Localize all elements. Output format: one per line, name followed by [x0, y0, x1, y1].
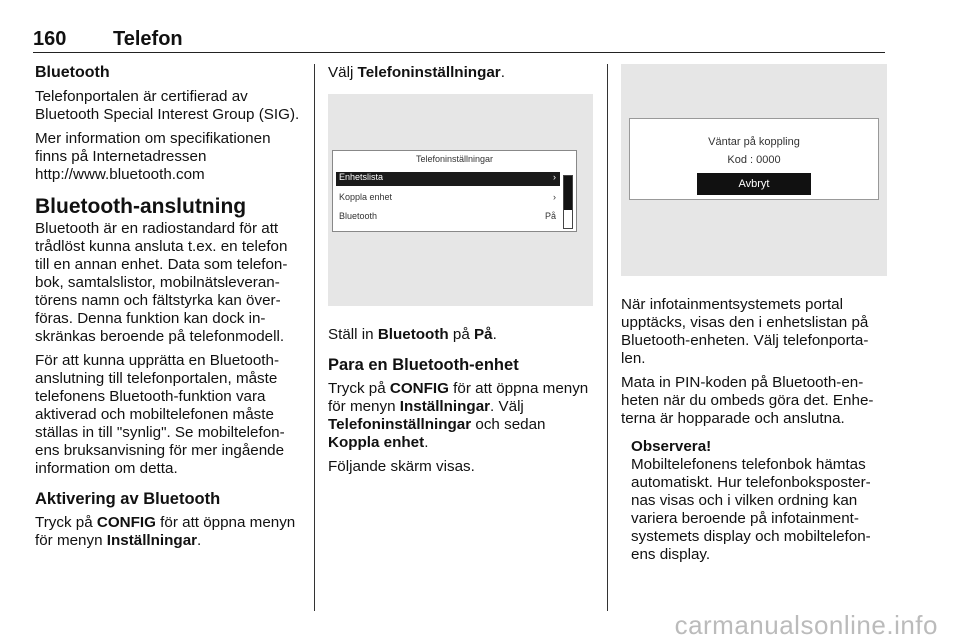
menu-item-bluetooth[interactable]	[336, 211, 560, 225]
pairing-code: Kod : 0000	[727, 154, 781, 166]
paragraph-screen-shown: Följande skärm visas.	[328, 458, 475, 475]
heading-bluetooth-connection: Bluetooth-anslutning	[35, 195, 247, 218]
text: på	[448, 326, 475, 343]
column-divider	[314, 64, 315, 611]
column-middle	[328, 64, 593, 482]
display-title: Telefoninställningar	[415, 154, 494, 164]
more-info-text: Mer information om specifikationen finns på Internetadressen	[35, 130, 271, 165]
menu-item-value: På	[544, 211, 556, 221]
pair-device-label: Koppla enhet	[328, 434, 425, 451]
settings-menu: Inställningar	[106, 532, 198, 549]
paragraph-enter-pin: Mata in PIN-koden på Bluetooth-en-heten när du ombeds göra det. Enhe-terna är hopparade och anslutna.	[621, 374, 874, 427]
page-header	[33, 28, 885, 53]
heading-pair-device: Para en Bluetooth-enhet	[328, 356, 519, 374]
paragraph-radio-standard: Bluetooth är en radiostandard för att trådlöst kunna ansluta t.ex. en telefon till en annan enhet. Data som telefon-bok, samtalslistor, mobilnätsleveran-törens namn och fältstyrka kan över-föras. Denna funktion kan dock in-skränkas beroende på telefonmodell.	[35, 220, 288, 345]
config-key: CONFIG	[96, 514, 156, 531]
config-key: CONFIG	[389, 380, 449, 397]
text: för att öppna menyn för menyn	[35, 514, 296, 549]
on-label: På	[474, 326, 493, 343]
chevron-right-icon: ›	[553, 192, 556, 202]
paragraph-certification: Telefonportalen är certifierad av Bluetooth Special Interest Group (SIG).	[35, 88, 300, 123]
page-number: 160	[33, 28, 67, 50]
note-text: Mobiltelefonens telefonbok hämtas automatiskt. Hur telefonboksposter-nas visas och i vilken ordning kan variera beroende på infotainment-systemets display och mobiltelefon-ens display.	[631, 456, 871, 563]
settings-menu: Inställningar	[399, 398, 491, 415]
column-divider	[607, 64, 608, 611]
text: Välj	[328, 64, 358, 81]
phone-settings-label: Telefoninställningar	[357, 64, 501, 81]
text: . Välj	[490, 398, 524, 415]
menu-item-device-list[interactable]	[336, 172, 560, 186]
scrollbar[interactable]	[563, 175, 573, 229]
text: för att öppna menyn för menyn	[328, 380, 589, 415]
paragraph-visibility: För att kunna upprätta en Bluetooth-anslutning till telefonportalen, måste telefonens Bluetooth-funktion vara aktiverad och mobiltelefonen måste ställas in till "synlig". Se mobiltelefon-ens bruksanvisning för mer ingående information om detta.	[35, 352, 285, 477]
heading-bluetooth: Bluetooth	[35, 64, 110, 81]
paragraph-press-config	[35, 514, 301, 550]
chevron-right-icon: ›	[553, 172, 556, 182]
text: .	[197, 532, 202, 549]
phone-settings-display	[332, 150, 577, 232]
heading-activate-bluetooth: Aktivering av Bluetooth	[35, 490, 221, 508]
menu-item-label: Koppla enhet	[339, 192, 393, 202]
text: Tryck på	[328, 380, 390, 397]
phone-settings-label: Telefoninställningar	[328, 416, 472, 433]
menu-item-pair-device[interactable]	[336, 192, 560, 206]
text: Tryck på	[35, 514, 97, 531]
text: .	[424, 434, 429, 451]
watermark: carmanualsonline.info	[674, 610, 938, 640]
bluetooth-url: http://www.bluetooth.com	[35, 166, 205, 183]
column-right	[621, 64, 887, 564]
note-title: Observera!	[631, 438, 712, 455]
paragraph-more-info	[35, 130, 301, 184]
paragraph-select-phone-settings	[328, 64, 593, 82]
chapter-title: Telefon	[113, 28, 183, 50]
paragraph-portal-detected: När infotainmentsystemets portal upptäcks, visas den i enhetslistan på Bluetooth-enheten. Välj telefonporta-len.	[621, 296, 869, 367]
scrollbar-thumb[interactable]	[564, 176, 572, 210]
menu-item-label: Bluetooth	[339, 211, 378, 221]
pairing-screen-image	[621, 64, 887, 276]
note-box	[621, 438, 887, 564]
cancel-button[interactable]: Avbryt	[697, 173, 811, 195]
menu-item-label: Enhetslista	[339, 172, 384, 182]
phone-settings-screen-image	[328, 94, 593, 306]
bluetooth-label: Bluetooth	[377, 326, 449, 343]
column-left	[35, 64, 301, 556]
paragraph-set-bluetooth-on	[328, 326, 593, 344]
text: .	[492, 326, 497, 343]
text: Ställ in	[328, 326, 378, 343]
waiting-text: Väntar på koppling	[708, 136, 800, 148]
paragraph-pair-steps	[328, 380, 593, 452]
text: .	[500, 64, 505, 81]
pairing-display	[629, 118, 879, 200]
text: och sedan	[471, 416, 546, 433]
